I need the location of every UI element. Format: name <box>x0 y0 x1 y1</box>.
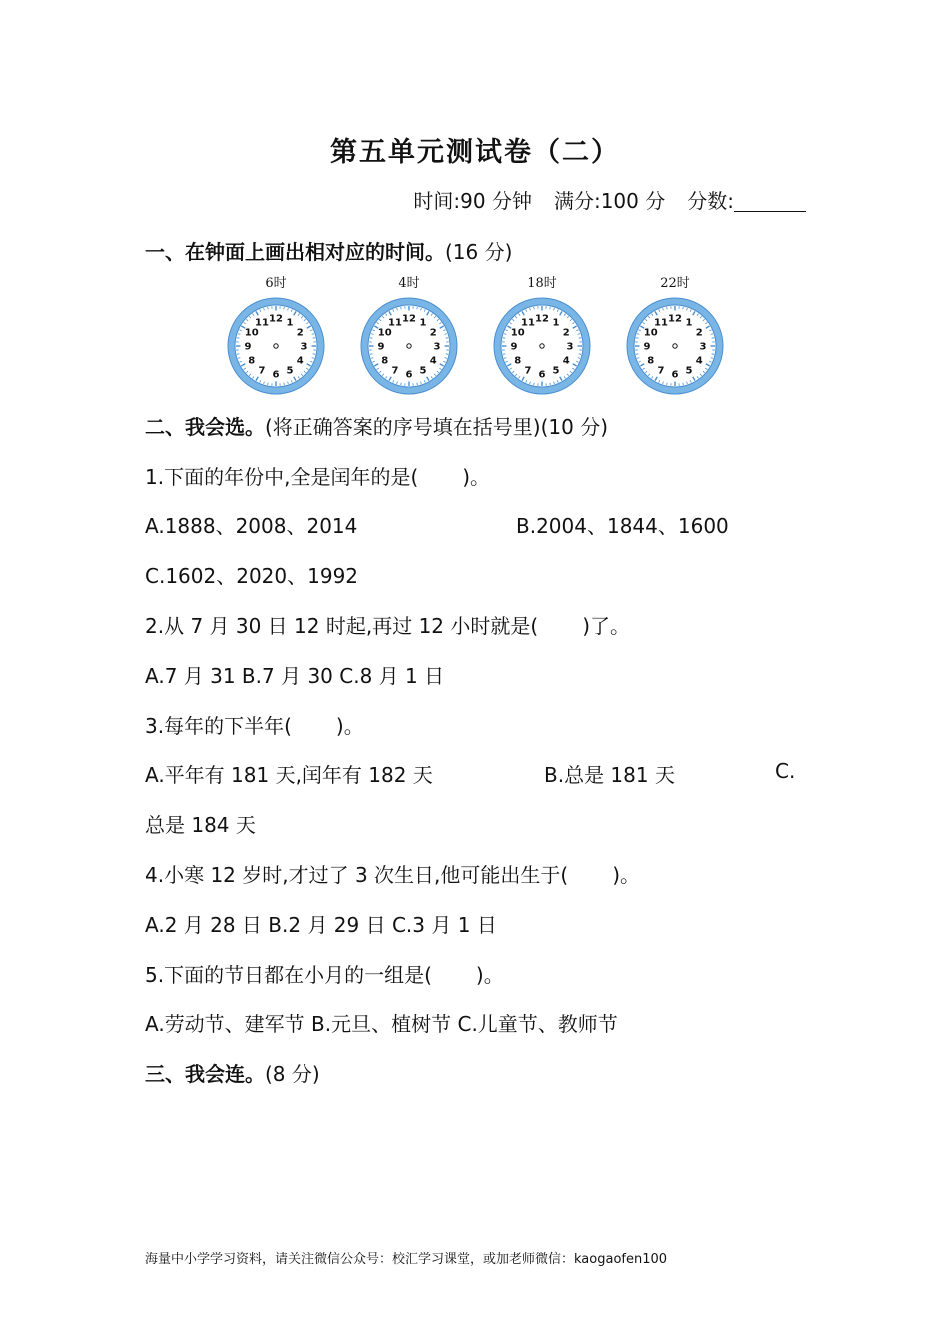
clock-3[interactable] <box>492 270 592 398</box>
time-limit: 时间:90 分钟 <box>413 189 532 213</box>
clock-4[interactable] <box>625 270 725 398</box>
svg-text:8: 8 <box>381 355 389 367</box>
svg-text:5: 5 <box>685 365 693 377</box>
svg-text:12: 12 <box>402 313 416 325</box>
svg-text:8: 8 <box>248 355 256 367</box>
svg-text:9: 9 <box>510 341 518 353</box>
question-2: 2.从 7 月 30 日 12 时起,再过 12 小时就是( )了。 <box>145 614 630 638</box>
svg-text:7: 7 <box>391 365 399 377</box>
svg-text:3: 3 <box>699 341 707 353</box>
question-5: 5.下面的节日都在小月的一组是( )。 <box>145 963 504 987</box>
svg-text:8: 8 <box>514 355 522 367</box>
svg-text:4: 4 <box>695 355 703 367</box>
clock-2[interactable] <box>359 270 459 398</box>
q3-option-a: A.平年有 181 天,闰年有 182 天 <box>145 763 433 787</box>
clock-label: 22时 <box>660 276 690 291</box>
section-1-heading: 一、在钟面上画出相对应的时间。(16 分) <box>145 240 513 264</box>
svg-text:6: 6 <box>272 369 280 381</box>
q5-options: A.劳动节、建军节 B.元旦、植树节 C.儿童节、教师节 <box>145 1012 618 1036</box>
svg-text:9: 9 <box>643 341 651 353</box>
svg-text:11: 11 <box>388 317 402 329</box>
clock-row <box>226 270 726 400</box>
svg-text:10: 10 <box>643 327 658 339</box>
svg-text:12: 12 <box>535 313 549 325</box>
svg-text:3: 3 <box>300 341 308 353</box>
svg-text:9: 9 <box>244 341 252 353</box>
question-3: 3.每年的下半年( )。 <box>145 714 364 738</box>
exam-meta <box>413 185 806 214</box>
svg-text:2: 2 <box>562 327 570 339</box>
svg-text:7: 7 <box>524 365 532 377</box>
svg-text:5: 5 <box>419 365 427 377</box>
page-title: 第五单元测试卷（二） <box>330 137 620 168</box>
section-2-heading: 二、我会选。(将正确答案的序号填在括号里)(10 分) <box>145 415 609 439</box>
clock-1[interactable] <box>226 270 326 398</box>
svg-text:11: 11 <box>654 317 668 329</box>
svg-text:7: 7 <box>657 365 665 377</box>
svg-text:6: 6 <box>538 369 546 381</box>
score-label: 分数: <box>687 189 734 213</box>
score-blank[interactable] <box>734 191 806 212</box>
clock-label: 4时 <box>398 276 420 291</box>
svg-text:2: 2 <box>695 327 703 339</box>
q4-options: A.2 月 28 日 B.2 月 29 日 C.3 月 1 日 <box>145 913 497 937</box>
clock-face-icon[interactable] <box>625 296 725 396</box>
svg-text:2: 2 <box>429 327 437 339</box>
svg-text:6: 6 <box>405 369 413 381</box>
svg-text:4: 4 <box>296 355 304 367</box>
svg-text:4: 4 <box>562 355 570 367</box>
svg-text:10: 10 <box>377 327 392 339</box>
svg-text:3: 3 <box>433 341 441 353</box>
svg-text:8: 8 <box>647 355 655 367</box>
svg-text:6: 6 <box>671 369 679 381</box>
q1-option-b: B.2004、1844、1600 <box>516 514 729 538</box>
svg-text:1: 1 <box>685 317 693 329</box>
svg-text:10: 10 <box>510 327 525 339</box>
svg-text:12: 12 <box>269 313 283 325</box>
question-1: 1.下面的年份中,全是闰年的是( )。 <box>145 465 491 489</box>
clock-label: 6时 <box>265 276 287 291</box>
clock-label: 18时 <box>527 276 557 291</box>
svg-text:7: 7 <box>258 365 266 377</box>
clock-face-icon[interactable] <box>492 296 592 396</box>
svg-text:11: 11 <box>521 317 535 329</box>
q3-option-c-text: 总是 184 天 <box>145 813 256 837</box>
svg-text:10: 10 <box>244 327 259 339</box>
svg-text:1: 1 <box>286 317 294 329</box>
svg-text:4: 4 <box>429 355 437 367</box>
svg-text:11: 11 <box>255 317 269 329</box>
clock-face-icon[interactable] <box>359 296 459 396</box>
svg-text:2: 2 <box>296 327 304 339</box>
full-score: 满分:100 分 <box>553 189 666 213</box>
q1-option-c: C.1602、2020、1992 <box>145 564 359 588</box>
section-3-heading: 三、我会连。(8 分) <box>145 1062 320 1086</box>
question-4: 4.小寒 12 岁时,才过了 3 次生日,他可能出生于( )。 <box>145 863 641 887</box>
footer-note: 海量中小学学习资料，请关注微信公众号：校汇学习课堂，或加老师微信：kaogaofen100 <box>145 1252 668 1267</box>
svg-text:1: 1 <box>419 317 427 329</box>
q3-option-b: B.总是 181 天 <box>544 763 675 787</box>
q2-options: A.7 月 31 B.7 月 30 C.8 月 1 日 <box>145 664 445 688</box>
clock-face-icon[interactable] <box>226 296 326 396</box>
svg-text:1: 1 <box>552 317 560 329</box>
q3-option-c-label: C. <box>775 759 796 783</box>
q1-option-a: A.1888、2008、2014 <box>145 514 358 538</box>
svg-text:9: 9 <box>377 341 385 353</box>
svg-text:5: 5 <box>286 365 294 377</box>
svg-text:5: 5 <box>552 365 560 377</box>
svg-text:12: 12 <box>668 313 682 325</box>
svg-text:3: 3 <box>566 341 574 353</box>
